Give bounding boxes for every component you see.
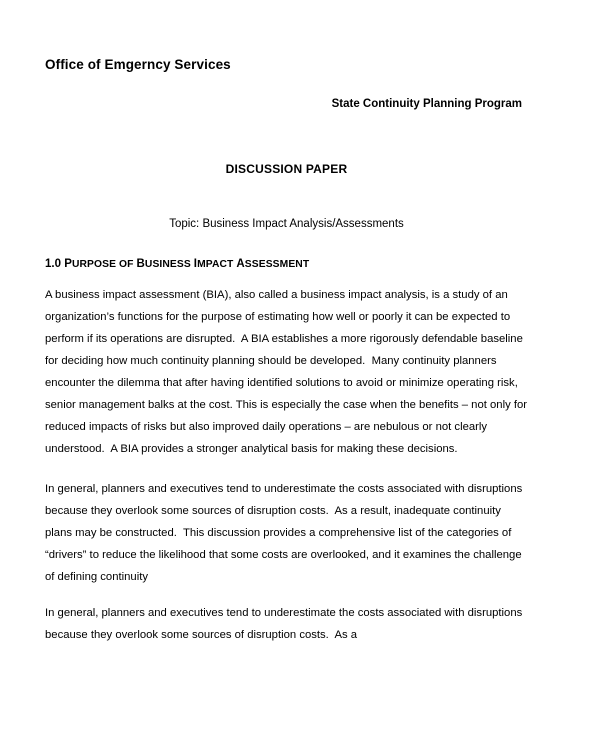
paragraph-2: In general, planners and executives tend to underestimate the costs associated with disruptions because they overlook some sources of disruption costs. As a result, inadequate continuity plans may be constructed. This discussion provides a comprehensive list of the categories of “drivers” to reduce the likelihood that some costs are overlooked, and it examines the challenge of defining continuity: [45, 483, 526, 584]
paragraph-3: In general, planners and executives tend to underestimate the costs associated with disruptions because they overlook some sources of disruption costs. As a: [45, 607, 526, 642]
paragraph-1: A business impact assessment (BIA), also called a business impact analysis, is a study of an organization’s functions for the purpose of estimating how well or poorly it can be expected to perform if its operations are disrupted. A BIA establishes a more rigorously defendable baseline for deciding how much continuity planning should be developed. Many continuity planners encounter the dilemma that after having identified solutions to avoid or minimize operating risk, senior management balks at the cost. This is especially the case when the benefits – not only for reduced impacts of risks but also improved daily operations – are nebulous or not clearly understood. A BIA provides a stronger analytical basis for making these decisions.: [45, 289, 531, 456]
section-heading: [45, 258, 528, 270]
program-title: State Continuity Planning Program: [331, 98, 522, 110]
section-title: PURPOSE OF BUSINESS IMPACT ASSESSMENT: [64, 258, 310, 270]
document-type-heading: DISCUSSION PAPER: [225, 162, 348, 176]
section-number: 1.0: [45, 258, 61, 270]
topic-line: Topic: Business Impact Analysis/Assessments: [169, 218, 404, 230]
organization-title: Office of Emgerncy Services: [45, 57, 231, 72]
